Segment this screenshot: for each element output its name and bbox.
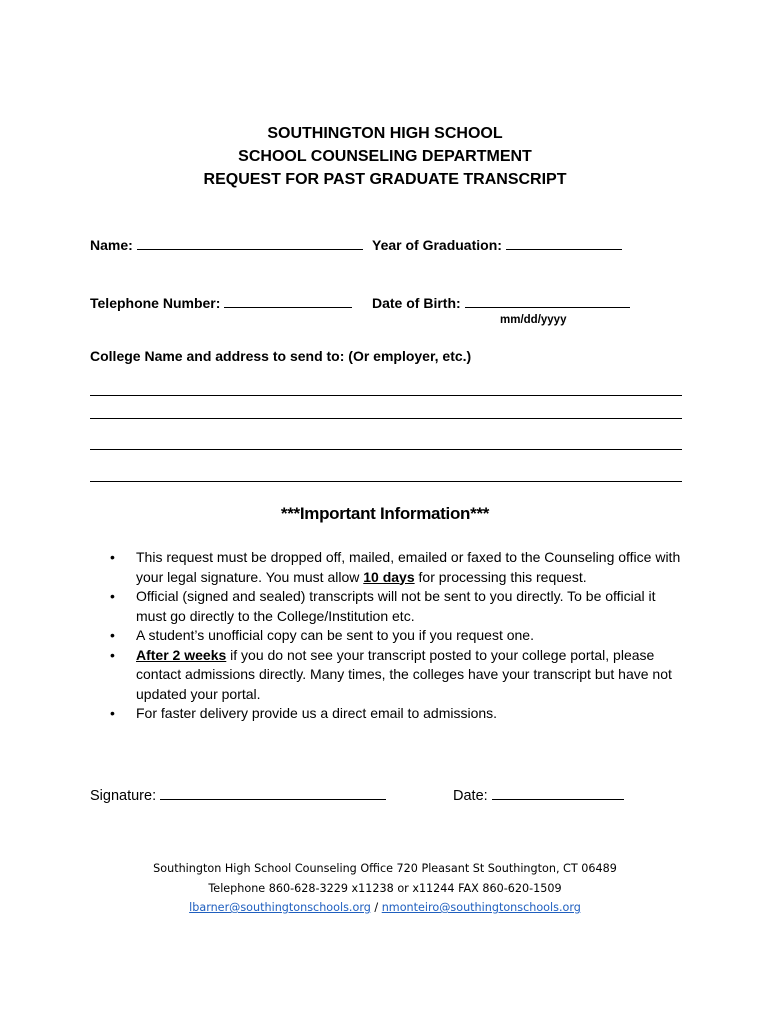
school-name: SOUTHINGTON HIGH SCHOOL xyxy=(267,125,503,142)
list-item xyxy=(108,626,688,646)
date-of-birth-format-hint: mm/dd/yyyy xyxy=(500,314,567,326)
footer-emails xyxy=(0,898,770,918)
date-input[interactable] xyxy=(492,785,624,800)
bullet-icon: • xyxy=(110,705,115,721)
bullet-text: For faster delivery provide us a direct email to admissions. xyxy=(136,705,498,721)
telephone-number-label: Telephone Number: xyxy=(90,295,221,311)
date-label: Date: xyxy=(453,788,488,804)
list-item xyxy=(108,548,688,587)
year-of-graduation-label: Year of Graduation: xyxy=(372,237,502,253)
date-of-birth-label: Date of Birth: xyxy=(372,295,461,311)
list-item xyxy=(108,704,688,724)
college-address-line-4[interactable] xyxy=(90,481,682,482)
signature-label: Signature: xyxy=(90,788,157,804)
footer-address: Southington High School Counseling Office 720 Pleasant St Southington, CT 06489 xyxy=(153,862,617,875)
important-information-heading: ***Important Information*** xyxy=(280,504,490,523)
bullet-icon: • xyxy=(110,646,115,663)
year-of-graduation-input[interactable] xyxy=(506,235,622,250)
bullet-emphasis: 10 days xyxy=(363,568,415,585)
college-address-line-1[interactable] xyxy=(90,395,682,396)
dob-field-row xyxy=(372,293,630,311)
bullet-icon: • xyxy=(110,627,115,643)
date-of-birth-input[interactable] xyxy=(465,293,630,308)
email-link-lbarner[interactable]: lbarner@southingtonschools.org xyxy=(189,901,371,914)
college-address-line-3[interactable] xyxy=(90,449,682,450)
date-row xyxy=(453,785,624,804)
list-item xyxy=(108,587,688,626)
signature-input[interactable] xyxy=(160,785,386,800)
bullet-text: if you do not see your transcript posted to your college portal, please contact admissions directly. Many times, the colleges have your transcript but have not updated your portal. xyxy=(136,646,672,702)
bullet-text: Official (signed and sealed) transcripts will not be sent to you directly. To be official it must go directly to the College/Institution etc. xyxy=(136,588,656,624)
name-field-row xyxy=(90,235,363,253)
bullet-text: A student’s unofficial copy can be sent to you if you request one. xyxy=(136,627,534,643)
bullet-icon: • xyxy=(110,588,115,604)
telephone-number-input[interactable] xyxy=(224,293,352,308)
college-address-label: College Name and address to send to: (Or employer, etc.) xyxy=(90,348,472,364)
form-title: REQUEST FOR PAST GRADUATE TRANSCRIPT xyxy=(203,171,567,188)
email-link-nmonteiro[interactable]: nmonteiro@southingtonschools.org xyxy=(381,901,581,914)
list-item xyxy=(108,646,688,705)
name-label: Name: xyxy=(90,237,133,253)
phone-field-row xyxy=(90,293,352,311)
bullet-emphasis: After 2 weeks xyxy=(136,646,227,663)
important-information-list xyxy=(108,548,688,724)
department-name: SCHOOL COUNSELING DEPARTMENT xyxy=(238,148,532,165)
signature-row xyxy=(90,785,386,804)
footer-telephone: Telephone 860-628-3229 x11238 or x11244 FAX 860-620-1509 xyxy=(208,882,562,895)
year-field-row xyxy=(372,235,622,253)
college-address-line-2[interactable] xyxy=(90,418,682,419)
bullet-text: This request must be dropped off, mailed, emailed or faxed to the Counseling office with your legal signature. You must allow xyxy=(136,549,681,585)
name-input[interactable] xyxy=(137,235,363,250)
email-separator: / xyxy=(370,901,382,914)
bullet-text: for processing this request. xyxy=(414,568,587,585)
bullet-icon: • xyxy=(110,549,115,565)
